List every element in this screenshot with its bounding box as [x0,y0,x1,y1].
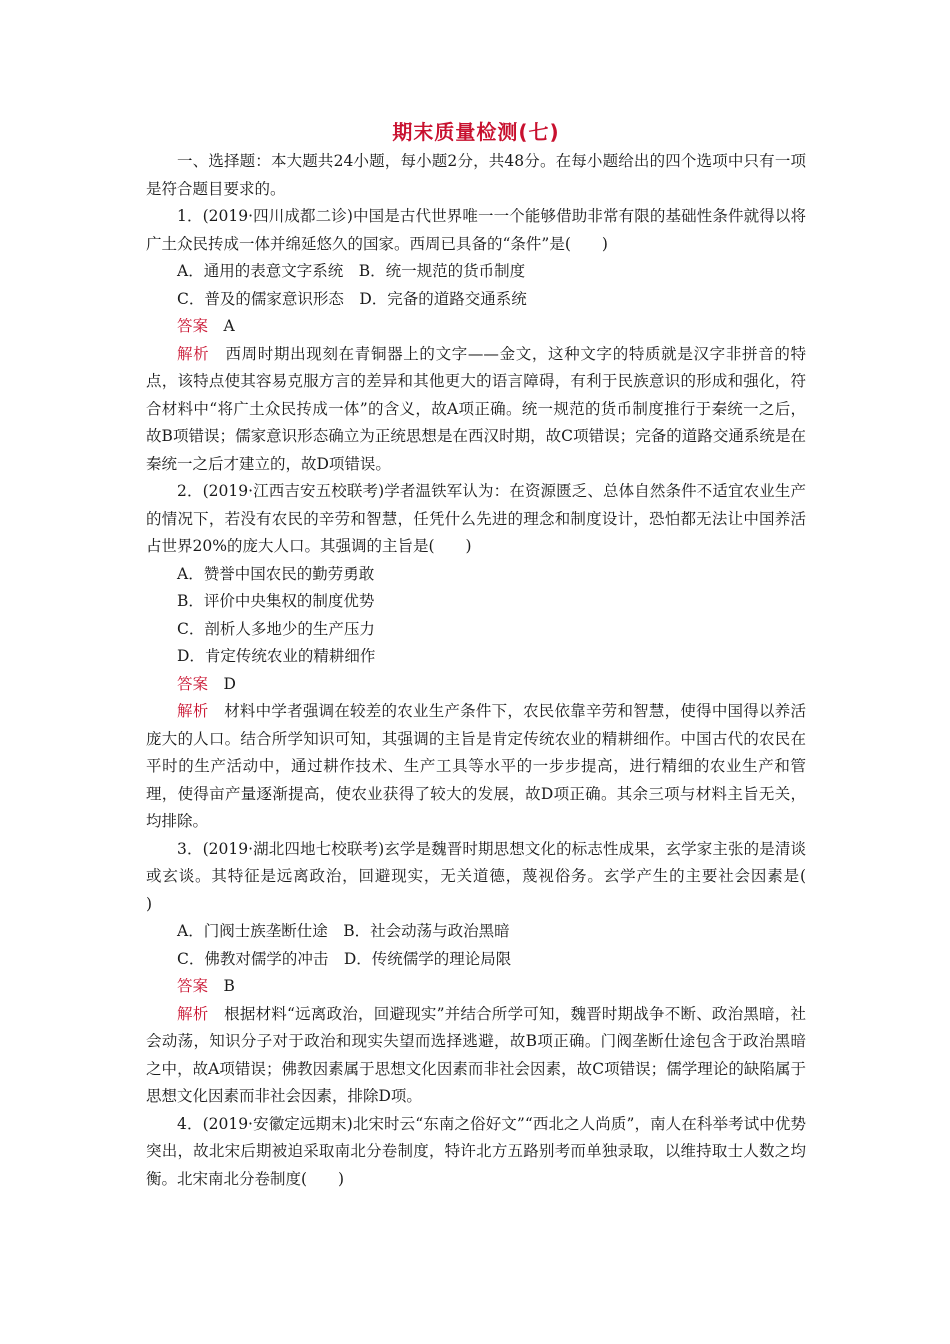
question-1 [146,203,806,478]
analysis-text: 西周时期出现刻在青铜器上的文字——金文，这种文字的特质就是汉字非拼音的特点，该特点使其容易克服方言的差异和其他更大的语言障碍，有利于民族意识的形成和强化，符合材料中“将广土众民抟成一体”的含义，故A项正确。统一规范的货币制度推行于秦统一之后，故B项错误；儒家意识形态确立为正统思想是在西汉时期，故C项错误；完备的道路交通系统是在秦统一之后才建立的，故D项错误。 [146,344,806,473]
answer-line [146,671,806,699]
page-title: 期末质量检测(七) [392,120,560,144]
question-2 [146,478,806,836]
question-stem: 4．(2019·安徽定远期末)北宋时云“东南之俗好文”“西北之人尚质”，南人在科举考试中优势突出，故北宋后期被迫采取南北分卷制度，特许北方五路别考而单独录取，以维持取士人数之均衡。北宋南北分卷制度( ) [146,1114,806,1188]
analysis-paragraph [146,698,806,836]
option-line: C．普及的儒家意识形态 D．完备的道路交通系统 [177,289,527,308]
analysis-paragraph [146,341,806,479]
analysis-paragraph [146,1001,806,1111]
answer-tag: 答案 [177,317,209,335]
answer-line [146,973,806,1001]
analysis-tag: 解析 [177,1004,209,1023]
option-line: C．佛教对儒学的冲击 D．传统儒学的理论局限 [177,949,512,968]
answer-tag: 答案 [177,977,209,995]
option-line: B．评价中央集权的制度优势 [177,592,375,610]
question-stem: 3．(2019·湖北四地七校联考)玄学是魏晋时期思想文化的标志性成果，玄学家主张的是清谈或玄谈。其特征是远离政治，回避现实，无关道德，蔑视俗务。玄学产生的主要社会因素是( ) [146,839,838,913]
section-intro: 一、选择题：本大题共24小题，每小题2分，共48分。在每小题给出的四个选项中只有一项是符合题目要求的。 [146,152,806,198]
question-3 [146,836,838,1111]
answer-line [146,313,806,341]
answer-value: B [223,977,235,995]
analysis-tag: 解析 [177,702,209,720]
question-stem: 1．(2019·四川成都二诊)中国是古代世界唯一一个能够借助非常有限的基础性条件就得以将广土众民抟成一体并绵延悠久的国家。西周已具备的“条件”是( ) [146,207,806,253]
question-stem: 2．(2019·江西吉安五校联考)学者温铁军认为：在资源匮乏、总体自然条件不适宜农业生产的情况下，若没有农民的辛劳和智慧，任凭什么先进的理念和制度设计，恐怕都无法让中国养活占世界20%的庞大人口。其强调的主旨是( ) [146,482,806,555]
option-line: C．剖析人多地少的生产压力 [177,619,375,638]
answer-value: D [223,674,236,693]
option-line: D．肯定传统农业的精耕细作 [177,647,376,665]
analysis-text: 根据材料“远离政治，回避现实”并结合所学可知，魏晋时期战争不断、政治黑暗，社会动荡，知识分子对于政治和现实失望而选择逃避，故B项正确。门阀垄断仕途包含于政治黑暗之中，故A项错误；佛教因素属于思想文化因素而非社会因素，故C项错误；儒学理论的缺陷属于思想文化因素而非社会因素，排除D项。 [146,1004,806,1105]
exam-page [146,118,838,1193]
option-line: A．门阀士族垄断仕途 B．社会动荡与政治黑暗 [177,922,510,940]
option-line: A．通用的表意文字系统 B．统一规范的货币制度 [177,262,526,280]
analysis-tag: 解析 [177,344,210,363]
analysis-text: 材料中学者强调在较差的农业生产条件下，农民依靠辛劳和智慧，使得中国得以养活庞大的人口。结合所学知识可知，其强调的主旨是肯定传统农业的精耕细作。中国古代的农民在平时的生产活动中，通过耕作技术、生产工具等水平的一步步提高，进行精细的农业生产和管理，使得亩产量逐渐提高，使农业获得了较大的发展，故D项正确。其余三项与材料主旨无关，均排除。 [146,702,806,830]
question-4 [146,1111,806,1194]
answer-value: A [223,317,235,335]
answer-tag: 答案 [177,674,209,693]
option-line: A．赞誉中国农民的勤劳勇敢 [177,564,375,583]
